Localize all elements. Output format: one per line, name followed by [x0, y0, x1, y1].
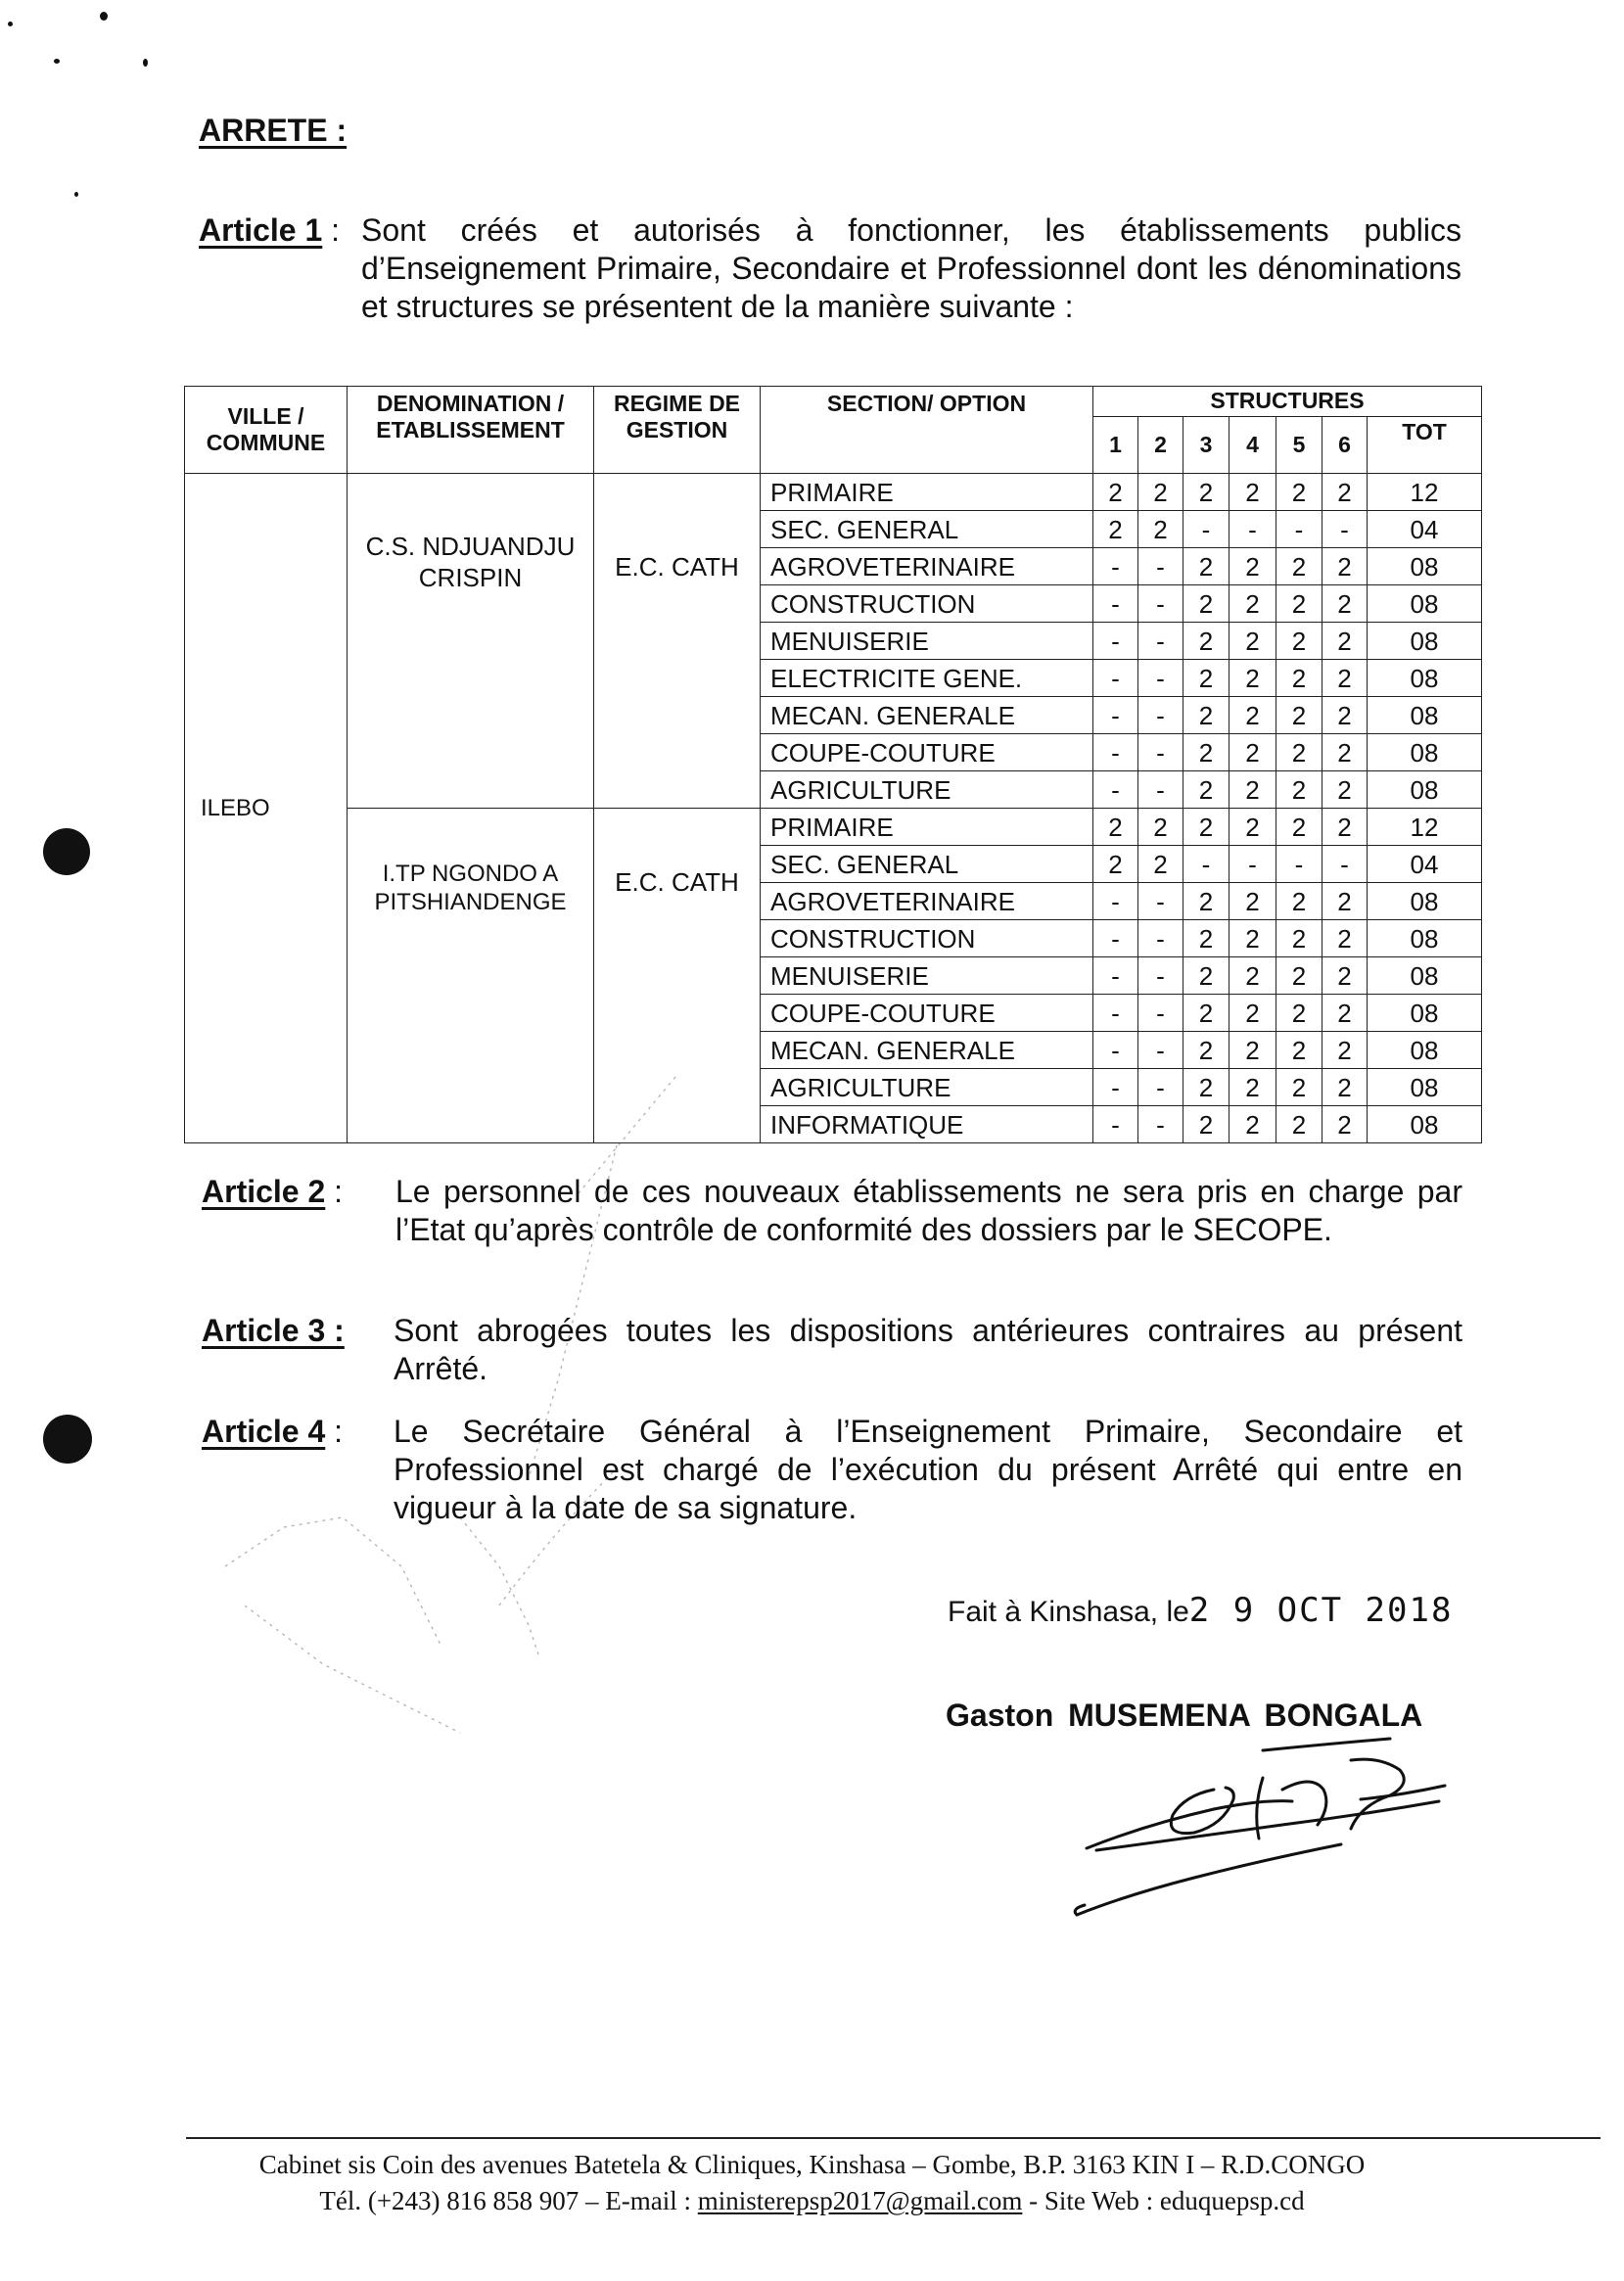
cell-structure-2: -: [1138, 697, 1183, 734]
cell-structure-3: 2: [1183, 920, 1230, 957]
cell-structure-6: 2: [1322, 474, 1368, 511]
footer-divider: [186, 2137, 1601, 2139]
table-row: [185, 474, 1482, 511]
article-1: [199, 211, 1462, 329]
cell-structure-1: -: [1093, 697, 1138, 734]
cell-total: 08: [1368, 771, 1482, 809]
cell-structure-4: 2: [1230, 920, 1276, 957]
cell-option: MENUISERIE: [761, 957, 1093, 995]
cell-total: 04: [1368, 846, 1482, 883]
cell-structure-3: 2: [1183, 771, 1230, 809]
header-col-3: 3: [1183, 417, 1230, 474]
cell-option: SEC. GENERAL: [761, 846, 1093, 883]
cell-option: COUPE-COUTURE: [761, 995, 1093, 1032]
cell-structure-1: -: [1093, 660, 1138, 697]
cell-option: AGRICULTURE: [761, 771, 1093, 809]
cell-option: MECAN. GENERALE: [761, 1032, 1093, 1069]
article-3-number: Article 3 :: [202, 1313, 345, 1348]
cell-structure-1: -: [1093, 548, 1138, 585]
cell-structure-5: 2: [1276, 697, 1322, 734]
article-4-label: [202, 1413, 343, 1451]
cell-structure-5: 2: [1276, 474, 1322, 511]
cell-structure-2: 2: [1138, 511, 1183, 548]
cell-structure-5: -: [1276, 846, 1322, 883]
cell-structure-3: 2: [1183, 809, 1230, 846]
cell-structure-2: -: [1138, 660, 1183, 697]
signature-date: 2 9 OCT 2018: [1188, 1591, 1454, 1630]
place-prefix: Fait à Kinshasa, le: [948, 1596, 1189, 1628]
cell-structure-1: -: [1093, 771, 1138, 809]
article-1-number: Article 1: [199, 212, 323, 248]
cell-total: 08: [1368, 1069, 1482, 1106]
cell-structure-3: 2: [1183, 660, 1230, 697]
cell-structure-2: -: [1138, 995, 1183, 1032]
header-col-2: 2: [1138, 417, 1183, 474]
cell-structure-4: 2: [1230, 1069, 1276, 1106]
cell-structure-1: -: [1093, 623, 1138, 660]
cell-structure-4: 2: [1230, 809, 1276, 846]
article-4-number: Article 4: [202, 1414, 326, 1449]
cell-ville: ILEBO: [185, 474, 348, 1143]
cell-structure-6: 2: [1322, 623, 1368, 660]
article-4-text: Le Secrétaire Général à l’Enseignement Primaire, Secondaire et Professionnel est chargé de l’exécution du présent Arrêté qui entre en vigueur à la date de sa signature.: [394, 1414, 1462, 1525]
cell-structure-4: 2: [1230, 474, 1276, 511]
place-and-date: [948, 1591, 1453, 1630]
punch-hole-top: [43, 828, 90, 875]
cell-structure-3: 2: [1183, 1032, 1230, 1069]
cell-structure-6: 2: [1322, 734, 1368, 771]
signer-name: Gaston MUSEMENA BONGALA: [946, 1698, 1423, 1733]
cell-structure-1: 2: [1093, 474, 1138, 511]
article-1-text: Sont créés et autorisés à fonctionner, les établissements publics d’Enseignement Primaire, Secondaire et Professionnel dont les dénominations et structures se présentent de la manière suivante :: [361, 212, 1462, 324]
cell-structure-6: 2: [1322, 697, 1368, 734]
scan-speck: [54, 59, 60, 64]
cell-option: PRIMAIRE: [761, 474, 1093, 511]
cell-structure-4: 2: [1230, 697, 1276, 734]
cell-structure-2: -: [1138, 585, 1183, 623]
cell-structure-1: -: [1093, 1032, 1138, 1069]
cell-structure-1: 2: [1093, 809, 1138, 846]
cell-structure-3: 2: [1183, 697, 1230, 734]
cell-structure-6: -: [1322, 846, 1368, 883]
cell-structure-6: 2: [1322, 809, 1368, 846]
cell-option: AGROVETERINAIRE: [761, 548, 1093, 585]
footer-site: - Site Web : eduquepsp.cd: [1022, 2186, 1305, 2215]
decree-heading: ARRETE :: [199, 113, 348, 148]
cell-structure-4: 2: [1230, 1032, 1276, 1069]
cell-structure-4: -: [1230, 511, 1276, 548]
cell-total: 08: [1368, 1106, 1482, 1143]
cell-structure-4: 2: [1230, 660, 1276, 697]
cell-etablissement: I.TP NGONDO A PITSHIANDENGE: [348, 809, 594, 1143]
article-4: [202, 1413, 1462, 1530]
cell-option: PRIMAIRE: [761, 809, 1093, 846]
cell-regime: E.C. CATH: [594, 474, 761, 809]
cell-structure-4: 2: [1230, 623, 1276, 660]
cell-total: 08: [1368, 883, 1482, 920]
header-col-5: 5: [1276, 417, 1322, 474]
cell-option: INFORMATIQUE: [761, 1106, 1093, 1143]
header-col-6: 6: [1322, 417, 1368, 474]
cell-total: 04: [1368, 511, 1482, 548]
cell-structure-6: 2: [1322, 883, 1368, 920]
cell-structure-2: -: [1138, 1106, 1183, 1143]
cell-structure-4: 2: [1230, 734, 1276, 771]
cell-structure-6: 2: [1322, 1032, 1368, 1069]
footer-contact: [0, 2186, 1624, 2216]
article-3: [202, 1312, 1462, 1390]
cell-structure-4: -: [1230, 846, 1276, 883]
header-section: SECTION/ OPTION: [761, 387, 1093, 474]
cell-total: 08: [1368, 697, 1482, 734]
cell-structure-3: -: [1183, 846, 1230, 883]
cell-total: 08: [1368, 623, 1482, 660]
cell-structure-1: -: [1093, 957, 1138, 995]
article-4-separator: :: [325, 1414, 344, 1449]
cell-structure-6: 2: [1322, 1069, 1368, 1106]
cell-option: MECAN. GENERALE: [761, 697, 1093, 734]
cell-structure-1: 2: [1093, 511, 1138, 548]
cell-structure-5: 2: [1276, 548, 1322, 585]
structures-table: [184, 386, 1482, 1143]
cell-structure-4: 2: [1230, 585, 1276, 623]
cell-option: COUPE-COUTURE: [761, 734, 1093, 771]
cell-structure-3: 2: [1183, 474, 1230, 511]
header-col-4: 4: [1230, 417, 1276, 474]
cell-structure-2: -: [1138, 883, 1183, 920]
cell-option: CONSTRUCTION: [761, 585, 1093, 623]
cell-structure-4: 2: [1230, 1106, 1276, 1143]
cell-total: 08: [1368, 1032, 1482, 1069]
scan-speck: [143, 59, 148, 67]
cell-total: 12: [1368, 809, 1482, 846]
scan-speck: [8, 22, 13, 26]
header-col-1: 1: [1093, 417, 1138, 474]
cell-total: 12: [1368, 474, 1482, 511]
cell-structure-2: 2: [1138, 809, 1183, 846]
cell-structure-5: 2: [1276, 660, 1322, 697]
cell-regime: E.C. CATH: [594, 809, 761, 1143]
cell-structure-1: -: [1093, 1106, 1138, 1143]
cell-structure-5: 2: [1276, 957, 1322, 995]
cell-structure-2: -: [1138, 957, 1183, 995]
footer-tel: Tél. (+243) 816 858 907 – E-mail :: [319, 2186, 698, 2215]
cell-total: 08: [1368, 660, 1482, 697]
cell-structure-3: -: [1183, 511, 1230, 548]
cell-structure-6: 2: [1322, 585, 1368, 623]
cell-option: CONSTRUCTION: [761, 920, 1093, 957]
article-2-text: Le personnel de ces nouveaux établissements ne sera pris en charge par l’Etat qu’après contrôle de conformité des dossiers par le SECOPE.: [395, 1174, 1462, 1247]
header-denomination: DENOMINATION / ETABLISSEMENT: [348, 387, 594, 474]
cell-structure-3: 2: [1183, 734, 1230, 771]
cell-structure-5: 2: [1276, 771, 1322, 809]
structures-table-body: [185, 474, 1482, 1143]
cell-structure-6: 2: [1322, 548, 1368, 585]
cell-structure-1: 2: [1093, 846, 1138, 883]
cell-structure-1: -: [1093, 734, 1138, 771]
cell-structure-4: 2: [1230, 957, 1276, 995]
punch-hole-bottom: [43, 1415, 92, 1464]
cell-structure-5: 2: [1276, 920, 1322, 957]
cell-total: 08: [1368, 995, 1482, 1032]
cell-structure-6: 2: [1322, 771, 1368, 809]
cell-structure-2: -: [1138, 1032, 1183, 1069]
header-structures: STRUCTURES: [1093, 387, 1482, 417]
cell-option: MENUISERIE: [761, 623, 1093, 660]
cell-structure-3: 2: [1183, 1106, 1230, 1143]
cell-structure-5: 2: [1276, 734, 1322, 771]
cell-structure-3: 2: [1183, 957, 1230, 995]
cell-structure-6: 2: [1322, 920, 1368, 957]
cell-structure-1: -: [1093, 920, 1138, 957]
article-1-label: [199, 211, 340, 250]
footer-address: Cabinet sis Coin des avenues Batetela & Cliniques, Kinshasa – Gombe, B.P. 3163 KIN I – R.D.CONGO: [258, 2150, 1366, 2179]
table-row: [185, 809, 1482, 846]
cell-structure-3: 2: [1183, 548, 1230, 585]
handwritten-signature: [1067, 1731, 1459, 1927]
cell-etablissement: C.S. NDJUANDJU CRISPIN: [348, 474, 594, 809]
cell-structure-6: -: [1322, 511, 1368, 548]
cell-total: 08: [1368, 734, 1482, 771]
cell-structure-5: 2: [1276, 585, 1322, 623]
cell-structure-2: -: [1138, 548, 1183, 585]
cell-structure-2: 2: [1138, 846, 1183, 883]
cell-structure-5: 2: [1276, 1032, 1322, 1069]
cell-structure-6: 2: [1322, 957, 1368, 995]
header-ville: VILLE / COMMUNE: [185, 387, 348, 474]
article-2-number: Article 2: [202, 1174, 326, 1209]
cell-structure-5: 2: [1276, 1106, 1322, 1143]
cell-option: AGRICULTURE: [761, 1069, 1093, 1106]
cell-structure-2: 2: [1138, 474, 1183, 511]
cell-structure-4: 2: [1230, 771, 1276, 809]
cell-total: 08: [1368, 585, 1482, 623]
footer-email-link[interactable]: ministerepsp2017@gmail.com: [697, 2186, 1023, 2215]
cell-structure-6: 2: [1322, 1106, 1368, 1143]
article-1-separator: :: [322, 212, 341, 248]
cell-option: ELECTRICITE GENE.: [761, 660, 1093, 697]
cell-structure-3: 2: [1183, 1069, 1230, 1106]
cell-structure-1: -: [1093, 1069, 1138, 1106]
cell-structure-3: 2: [1183, 623, 1230, 660]
cell-structure-4: 2: [1230, 883, 1276, 920]
header-col-tot: TOT: [1368, 417, 1482, 474]
cell-total: 08: [1368, 957, 1482, 995]
cell-structure-5: 2: [1276, 1069, 1322, 1106]
cell-structure-2: -: [1138, 920, 1183, 957]
article-2-label: [202, 1173, 343, 1211]
cell-total: 08: [1368, 548, 1482, 585]
cell-structure-2: -: [1138, 623, 1183, 660]
cell-structure-5: -: [1276, 511, 1322, 548]
cell-structure-3: 2: [1183, 995, 1230, 1032]
cell-structure-4: 2: [1230, 548, 1276, 585]
cell-structure-3: 2: [1183, 883, 1230, 920]
article-2: [202, 1173, 1462, 1290]
cell-structure-1: -: [1093, 995, 1138, 1032]
cell-structure-5: 2: [1276, 995, 1322, 1032]
cell-structure-6: 2: [1322, 995, 1368, 1032]
cell-structure-5: 2: [1276, 623, 1322, 660]
cell-total: 08: [1368, 920, 1482, 957]
cell-structure-4: 2: [1230, 995, 1276, 1032]
cell-structure-2: -: [1138, 771, 1183, 809]
stamp-smudge: [206, 1057, 754, 1743]
cell-structure-1: -: [1093, 585, 1138, 623]
scan-speck: [74, 192, 78, 197]
cell-option: SEC. GENERAL: [761, 511, 1093, 548]
cell-structure-1: -: [1093, 883, 1138, 920]
cell-structure-5: 2: [1276, 883, 1322, 920]
cell-structure-3: 2: [1183, 585, 1230, 623]
cell-structure-5: 2: [1276, 809, 1322, 846]
article-3-label: [202, 1312, 345, 1350]
cell-structure-6: 2: [1322, 660, 1368, 697]
article-2-separator: :: [325, 1174, 344, 1209]
cell-structure-2: -: [1138, 734, 1183, 771]
cell-structure-2: -: [1138, 1069, 1183, 1106]
header-regime: REGIME DE GESTION: [594, 387, 761, 474]
cell-option: AGROVETERINAIRE: [761, 883, 1093, 920]
article-3-text: Sont abrogées toutes les dispositions antérieures contraires au présent Arrêté.: [394, 1313, 1462, 1386]
scan-speck: [100, 12, 108, 21]
